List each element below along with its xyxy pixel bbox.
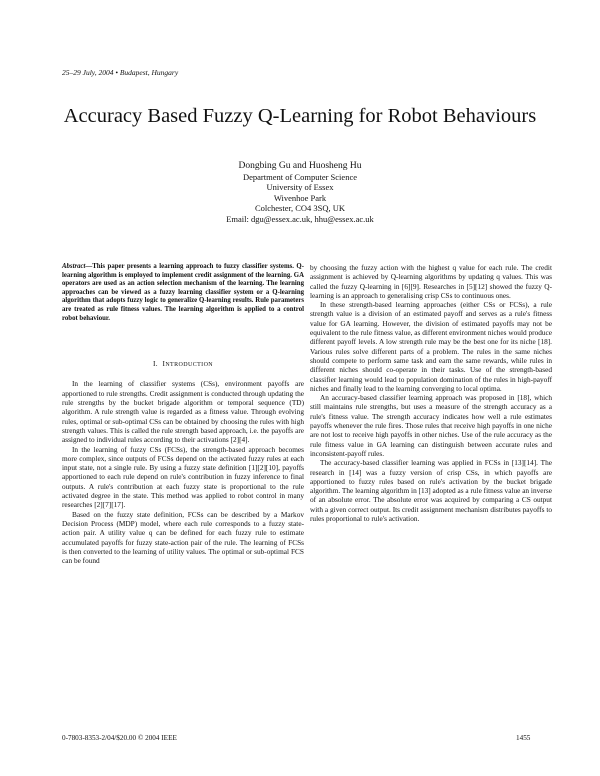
paragraph: The accuracy-based classifier learning was applied in FCSs in [13][14]. The research in [14] was a fuzzy version of crisp CSs, in which payoffs are apportioned to fuzzy rules based on rule's activation by the bucket brigade algorithm. The learning algorithm in [13] adopted as a rule fitness value an inverse of an absolute error. The absolute error was acquired by comparing a CS output with a given correct output. Its credit assignment mechanism distributes payoffs to rules proportional to rule's activation. xyxy=(310,458,552,524)
section-title-rest: NTRODUCTION xyxy=(165,362,214,369)
author-address-line1: Wivenhoe Park xyxy=(273,192,327,203)
page-number: 1455 xyxy=(516,734,531,742)
author-block xyxy=(150,161,450,224)
paragraph: In the learning of fuzzy CSs (FCSs), the strength-based approach becomes more complex, since outputs of FCSs depend on the activated fuzzy rules at each input state, not a single rule. By using a fuzzy state definition [1][2][10], payoffs apportioned to each rule depend on rule's contribution in fuzzy inference to final outputs. A rule's contribution at each fuzzy state is proportional to the rule activated degree in the state. This method was applied to robot control in many researches [2][7][17]. xyxy=(62,444,304,510)
paper-title: Accuracy Based Fuzzy Q-Learning for Robot Behaviours xyxy=(63,105,537,127)
abstract-label: Abstract xyxy=(62,263,86,270)
paragraph: by choosing the fuzzy action with the highest q value for each rule. The credit assignment is achieved by Q-learning algorithms by updating q values. This was called the fuzzy Q-learning in [6][9]. Researches in [5][12] showed the fuzzy Q-learning is an approach to generalising crisp CSs to continuous ones. xyxy=(310,263,552,300)
right-column xyxy=(310,263,552,523)
section-number: I. xyxy=(152,359,159,369)
abstract-text: —This paper presents a learning approach to fuzzy classifier systems. Q-learning algorithm is employed to implement credit assignment of the learning. GA operators are used as an action selection mechanism of the learning. The learning approaches can be viewed as a fuzzy learning classifier system or a Q-learning algorithm that adopts fuzzy logic to generalize Q-learning results. Rule parameters are treated as rule fitness values. The learning algorithm is applied to a control robot behaviour. xyxy=(62,263,304,322)
paragraph: In these strength-based learning approaches (either CSs or FCSs), a rule strength value is a division of an estimated payoff and serves as a rule's fitness value for GA learning. However, the division of estimated payoffs may not be equivalent to the rule fitness value, as different environment niches would produce different payoff levels. A low strength rule may be the best one for its niche [18]. Various rules solve different parts of a problem. The rules in the same niches should compete to perform same task and earn the same rewards, while rules in different niches should co-operate in their tasks. Use of the strength-based classifier learning would lead to population domination of the rules in high-payoff niches and finally lead to the learning converging to local optima. xyxy=(310,300,552,393)
section-title-initial: I xyxy=(162,359,166,369)
author-address-line2: Colchester, CO4 3SQ, UK xyxy=(254,203,346,213)
paragraph: Based on the fuzzy state definition, FCSs can be described by a Markov Decision Process (MDP) model, where each rule corresponds to a fuzzy state-action pair. A utility value q can be defined for each fuzzy rule to estimate accumulated payoffs for fuzzy state-action pair of the rule. The learning of FCSs is then converted to the learning of utility values. The optimal or sub-optimal FCS can be found xyxy=(62,509,304,566)
author-email: Email: dgu@essex.ac.uk, hhu@essex.ac.uk xyxy=(226,213,374,224)
running-head: 25–29 July, 2004 • Budapest, Hungary xyxy=(62,68,179,77)
section-heading-introduction xyxy=(62,359,304,370)
author-university: University of Essex xyxy=(266,182,334,192)
abstract xyxy=(62,263,304,323)
author-department: Department of Computer Science xyxy=(242,171,357,182)
author-names: Dongbing Gu and Huosheng Hu xyxy=(238,161,362,171)
copyright-notice: 0-7803-8353-2/04/$20.00 © 2004 IEEE xyxy=(62,734,177,742)
paragraph: An accuracy-based classifier learning approach was proposed in [18], which still maintains rule strengths, but uses a measure of the strength accuracy as a rule's fitness value. The strength accuracy indicates how well a rule estimates payoffs whenever the rule fires. Those rules that receive high payoffs in one niche are not lost to receive high payoffs in other niches. Use of the rule accuracy as the rule fitness value in GA learning can distinguish between accurate rules and inconsistent-payoff rules. xyxy=(310,393,552,458)
paragraph: In the learning of classifier systems (CSs), environment payoffs are apportioned to rule strengths. Credit assignment is conducted through updating the rule strengths by the bucket brigade algorithm or temporal sequence (TD) algorithm. A rule strength value is regarded as a fitness value. Through evolving rules, optimal or sub-optimal CSs can be obtained by choosing the rules with high strength values. This is called the rule strength based approach, i.e. the payoffs are assigned to individual rules according to their activations [2][4]. xyxy=(62,379,304,445)
left-column xyxy=(62,263,304,565)
